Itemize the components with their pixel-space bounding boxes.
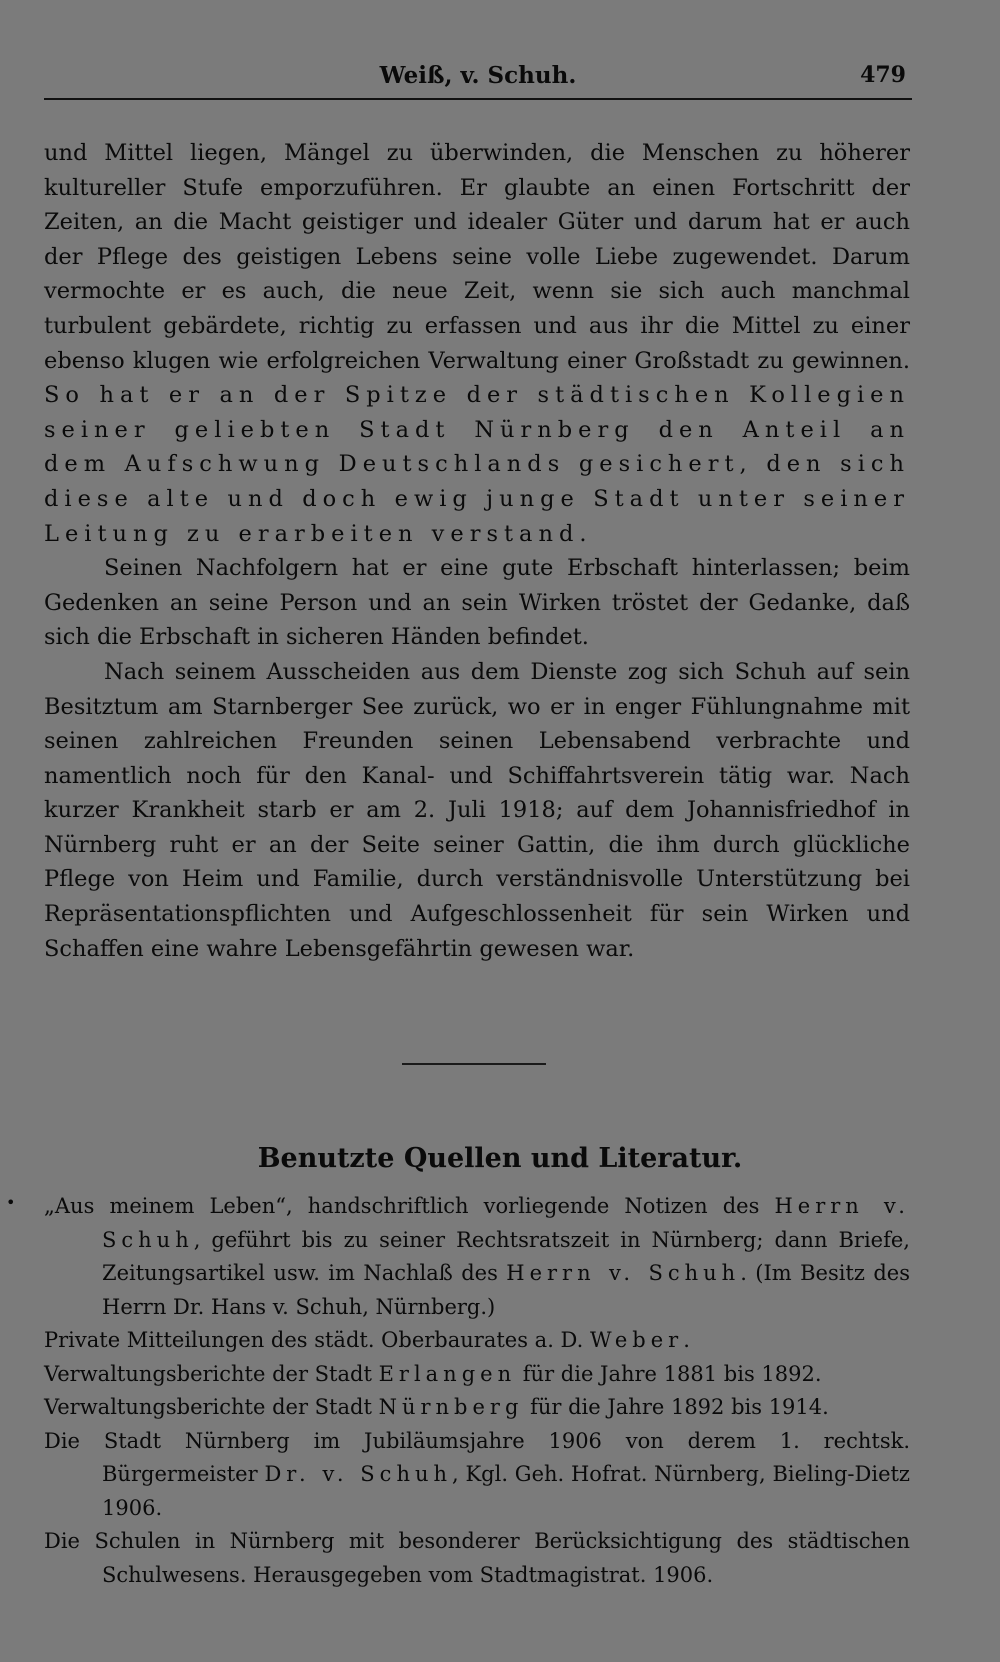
paragraph-3: Nach seinem Ausscheiden aus dem Dienste zog sich Schuh auf sein Besitztum am Starnberger See zurück, wo er in enger Fühlungnahme mit seinen zahlreichen Freunden seinen Lebensabend verbrachte und namentlich noch für den Kanal- und Schiffahrtsverein tätig war. Nach kurzer Krankheit starb er am 2. Juli 1918; auf dem Johannisfriedhof in Nürnberg ruht er an der Seite seiner Gattin, die ihm durch glückliche Pflege von Heim und Familie, durch verständnisvolle Unterstützung bei Repräsentationspflichten und Aufgeschlossenheit für sein Wirken und Schaffen eine wahre Lebensgefährtin gewesen war. [44,658,910,962]
literature-list [44,1190,910,1592]
literature-heading: Benutzte Quellen und Literatur. [257,1143,743,1174]
literature-item-text: Die Stadt Nürnberg im Jubiläumsjahre 1906 von derem 1. rechtsk. Bürgermeister [44,1428,910,1486]
literature-item-text: Die Schulen in Nürnberg mit besonderer Berücksichtigung des städtischen Schulwesens. Herausgegeben vom Stadtmagistrat. 1906. [44,1529,910,1587]
page-number: 479 [860,62,906,88]
literature-item-spaced-name: Dr. v. Schuh [264,1462,453,1486]
paragraph-1 [44,136,910,551]
paragraph-1-text: und Mittel liegen, Mängel zu überwinden, die Menschen zu höherer kultureller Stufe emporzuführen. Er glaubte an einen Fortschritt der Zeiten, an die Macht geistiger und idealer Güter und darum hat er auch der Pflege des geistigen Lebens seine volle Liebe zugewendet. Darum vermochte er es auch, die neue Zeit, wenn sie sich auch manchmal turbulent gebärdete, richtig zu erfassen und aus ihr die Mittel zu einer ebenso klugen wie erfolgreichen Verwaltung einer Großstadt zu gewinnen. [44,140,910,374]
literature-item-text: Verwaltungsberichte der Stadt [44,1361,379,1386]
literature-item-text: , Kgl. Geh. Hofrat. Nürnberg, Bieling-Dietz 1906. [102,1462,910,1520]
literature-item [44,1525,910,1592]
literature-item [44,1358,910,1392]
literature-item-text: Verwaltungsberichte der Stadt [44,1395,379,1419]
literature-item-text: „Aus meinem Leben“, handschriftlich vorliegende Notizen des [44,1194,775,1218]
paragraph-1-spaced-text: So hat er an der Spitze der städtischen Kollegien seiner geliebten Stadt Nürnberg den Anteil an dem Aufschwung Deutschlands gesichert, den sich diese alte und doch ewig junge Stadt unter seiner Leitung zu erarbeiten verstand. [44,382,910,547]
literature-item-spaced-name: Nürnberg [378,1395,524,1419]
page-header [44,58,912,100]
body-text [44,136,910,966]
literature-item-text: Private Mitteilungen des städt. Oberbaurates a. D. [44,1328,590,1352]
literature-item-spaced-name: Herrn v. Schuh [506,1261,741,1285]
literature-item-spaced-name: Erlangen [378,1361,517,1386]
literature-item-text: für die Jahre 1881 bis 1892. [516,1361,822,1386]
literature-item-text: für die Jahre 1892 bis 1914. [523,1395,829,1419]
literature-item-text: . (Im Besitz des Herrn Dr. Hans v. Schuh, Nürnberg.) [102,1261,910,1319]
literature-item-text: . [683,1328,690,1352]
section-separator [402,1063,546,1065]
literature-item [44,1425,910,1526]
literature-item-text: , geführt bis zu seiner Rechtsratszeit in Nürnberg; dann Briefe, Zeitungsartikel usw. im Nachlaß des [102,1227,910,1285]
literature-item [44,1190,910,1324]
margin-bullet: • [6,1193,16,1212]
paragraph-2: Seinen Nachfolgern hat er eine gute Erbschaft hinterlassen; beim Gedenken an seine Person und an sein Wirken tröstet der Gedanke, daß sich die Erbschaft in sicheren Händen befindet. [44,555,910,651]
literature-item-spaced-name: Weber [589,1328,684,1352]
literature-item-spaced-name: Herrn v. Schuh [102,1194,910,1252]
literature-item [44,1391,910,1425]
running-title: Weiß, v. Schuh. [379,62,577,89]
literature-item [44,1324,910,1358]
